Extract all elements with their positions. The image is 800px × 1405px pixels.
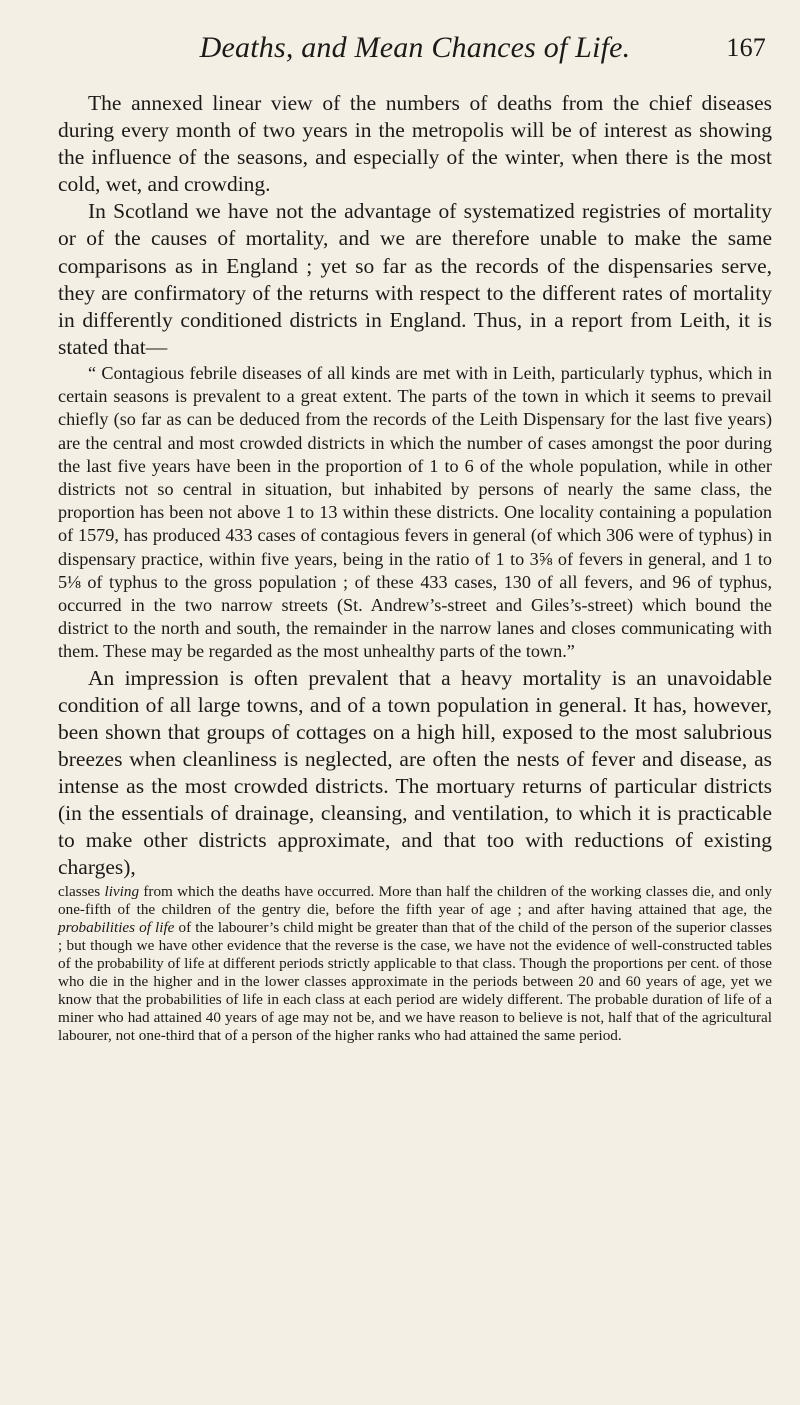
paragraph-scotland: In Scotland we have not the advantage of systematized registries of mortality or of the causes of mortality, and we are therefore unable to make the same comparisons as in England ; yet so far as the records of the dispensaries serve, they are confirmatory of the returns with respect to the different rates of mortality in differently conditioned districts in England. Thus, in a report from Leith, it is stated that— <box>58 199 772 359</box>
paragraph-annexed-view: The annexed linear view of the numbers of deaths from the chief diseases during every month of two years in the metropolis will be of interest as showing the influence of the seasons, and especially of the winter, when there is the most cold, wet, and crowding. <box>58 91 772 197</box>
book-page <box>58 18 772 1044</box>
running-title: Deaths, and Mean Chances of Life. <box>199 31 631 64</box>
footnote-text-part2: from which the deaths have occurred. More than half the children of the working classes die, and only one-fifth of the children of the gentry die, before the fifth year of age ; and after having attained that age, the <box>58 883 772 919</box>
footnote-text-part3: of the labourer’s child might be greater than that of the child of the person of the superior classes ; but though we have other evidence that the reverse is the case, we have not the evidence of well-constructed tables of the probability of life at different periods strictly applicable to that class. Though the proportions per cent. of those who die in the higher and in the lower classes approximate in the periods between 20 and 60 years of age, yet we know that the probabilities of life in each class at each period are widely different. The probable duration of life of a miner who had attained 40 years of age may not be, and we have reason to believe is not, half that of the agricultural labourer, not one-third that of a person of the higher ranks who had attained the same period. <box>58 919 772 1044</box>
footnote-italic-probabilities: probabilities of life <box>58 919 175 937</box>
page-number: 167 <box>726 33 766 62</box>
footnote-italic-living: living <box>104 883 140 901</box>
leith-report-quote: “ Contagious febrile diseases of all kinds are met with in Leith, particularly typhus, which in certain seasons is prevalent to a great extent. The parts of the town in which it seems to prevail chiefly (so far as can be deduced from the records of the Leith Dispensary for the last five years) are the central and most crowded districts in which the number of cases amongst the poor during the last five years have been in the proportion of 1 to 6 of the whole population, while in other districts not so central in situation, but inhabited by persons of nearly the same class, the proportion has been not above 1 to 13 within these districts. One locality containing a population of 1579, has produced 433 cases of contagious fevers in general (of which 306 were of typhus) in dispensary practice, within five years, being in the ratio of 1 to 3⅝ of fevers in general, and 1 to 5⅛ of typhus to the gross population ; of these 433 cases, 130 of all fevers, and 96 of typhus, occurred in the two narrow streets (St. Andrew’s-street and Giles’s-street) which bound the district to the north and south, the remainder in the narrow lanes and closes communicating with them. These may be regarded as the most unhealthy parts of the town.” <box>58 362 772 662</box>
paragraph-large-towns: An impression is often prevalent that a heavy mortality is an unavoidable condition of all large towns, and of a town population in general. It has, however, been shown that groups of cottages on a high hill, exposed to the most salubrious breezes when cleanliness is neglected, are often the nests of fever and disease, as intense as the most crowded districts. The mortuary returns of particular districts (in the essentials of drainage, cleansing, and ventilation, to which it is practicable to make other districts approximate, and that too with reductions of existing charges), <box>58 665 772 880</box>
running-head <box>58 18 772 78</box>
footnote-continuation <box>58 883 772 1044</box>
footnote-lead: classes <box>58 883 105 901</box>
